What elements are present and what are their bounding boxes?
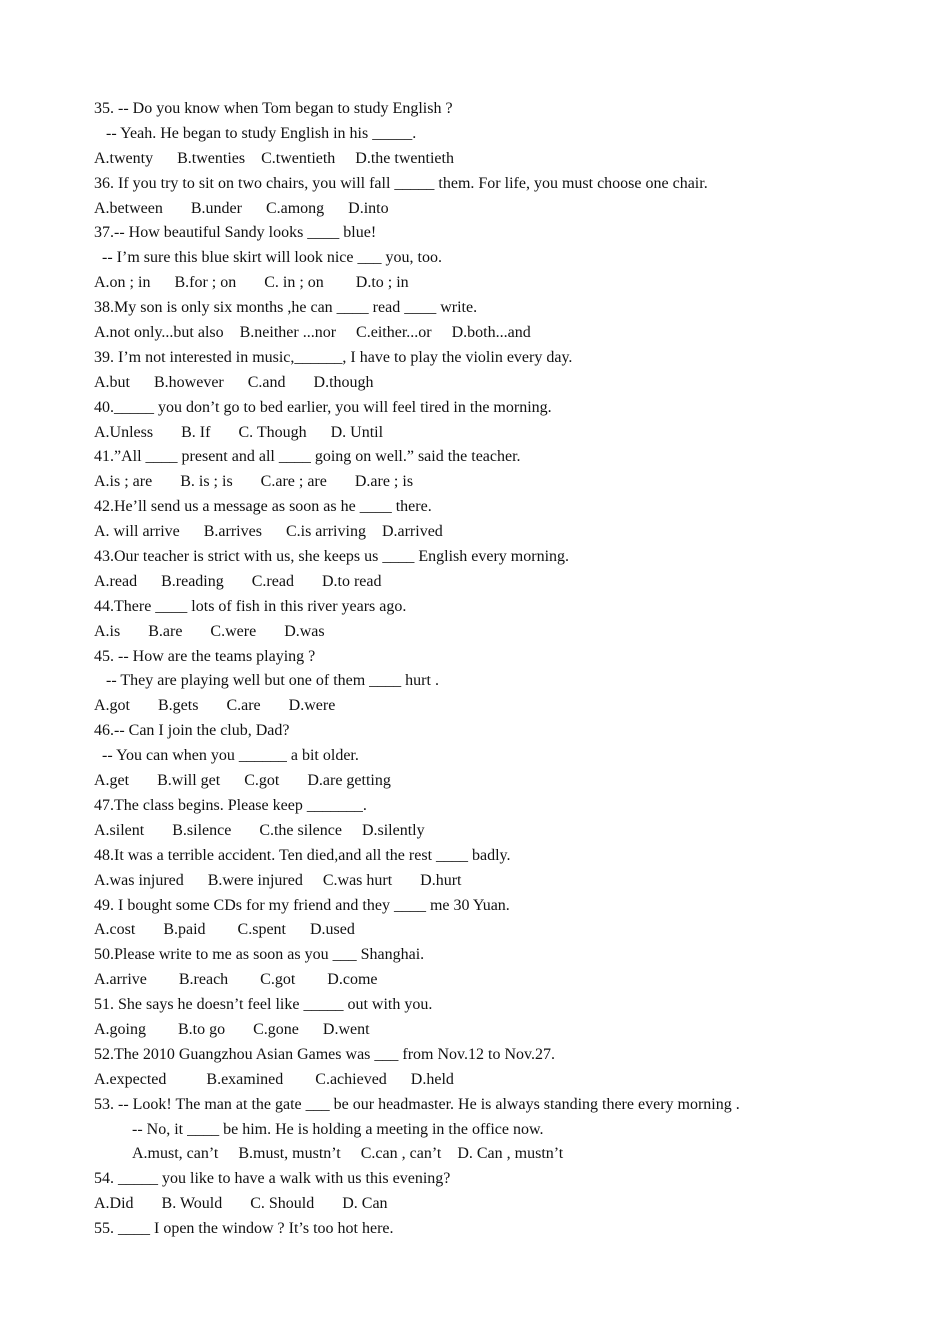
question-51-options: A.going B.to go C.gone D.went [94, 1020, 370, 1038]
question-51-stem: 51. She says he doesn’t feel like _____ out with you. [94, 996, 433, 1014]
question-35-options: A.twenty B.twenties C.twentieth D.the twentieth [94, 149, 454, 167]
question-44-options: A.is B.are C.were D.was [94, 622, 325, 640]
question-46-options: A.get B.will get C.got D.are getting [94, 772, 391, 790]
question-45-reply: -- They are playing well but one of them ____ hurt . [106, 672, 439, 690]
question-53-options: A.must, can’t B.must, mustn’t C.can , can’t D. Can , mustn’t [132, 1145, 564, 1163]
question-44-stem: 44.There ____ lots of fish in this river years ago. [94, 597, 407, 615]
question-39-stem: 39. I’m not interested in music,______, I have to play the violin every day. [94, 348, 573, 366]
question-50-options: A.arrive B.reach C.got D.come [94, 971, 378, 989]
question-35-reply: -- Yeah. He began to study English in his _____. [106, 124, 417, 142]
question-45-options: A.got B.gets C.are D.were [94, 697, 336, 715]
question-54-options: A.Did B. Would C. Should D. Can [94, 1195, 388, 1213]
question-47-options: A.silent B.silence C.the silence D.silently [94, 821, 425, 839]
question-48-options: A.was injured B.were injured C.was hurt D.hurt [94, 871, 462, 889]
question-40-options: A.Unless B. If C. Though D. Until [94, 423, 384, 441]
question-55-stem: 55. ____ I open the window ? It’s too hot here. [94, 1220, 394, 1238]
question-35-stem: 35. -- Do you know when Tom began to study English ? [94, 100, 453, 117]
question-41-options: A.is ; are B. is ; is C.are ; are D.are ; is [94, 473, 414, 491]
question-36-stem: 36. If you try to sit on two chairs, you will fall _____ them. For life, you must choose one chair. [94, 174, 708, 192]
question-52-options: A.expected B.examined C.achieved D.held [94, 1070, 454, 1088]
question-46-stem: 46.-- Can I join the club, Dad? [94, 722, 290, 740]
question-41-stem: 41.”All ____ present and all ____ going on well.” said the teacher. [94, 448, 521, 466]
question-36-options: A.between B.under C.among D.into [94, 199, 389, 217]
question-38-stem: 38.My son is only six months ,he can ____ read ____ write. [94, 299, 478, 317]
exam-page [94, 97, 914, 1242]
question-47-stem: 47.The class begins. Please keep _______. [94, 796, 367, 814]
question-52-stem: 52.The 2010 Guangzhou Asian Games was ___ from Nov.12 to Nov.27. [94, 1045, 555, 1063]
question-39-options: A.but B.however C.and D.though [94, 373, 374, 391]
question-43-options: A.read B.reading C.read D.to read [94, 572, 382, 590]
question-38-options: A.not only...but also B.neither ...nor C.either...or D.both...and [94, 324, 531, 342]
question-54-stem: 54. _____ you like to have a walk with us this evening? [94, 1170, 451, 1188]
question-53-stem: 53. -- Look! The man at the gate ___ be our headmaster. He is always standing there every morning . [94, 1095, 740, 1113]
question-53-reply: -- No, it ____ be him. He is holding a meeting in the office now. [132, 1120, 544, 1138]
question-43-stem: 43.Our teacher is strict with us, she keeps us ____ English every morning. [94, 548, 570, 566]
question-42-stem: 42.He’ll send us a message as soon as he ____ there. [94, 498, 432, 516]
question-49-stem: 49. I bought some CDs for my friend and they ____ me 30 Yuan. [94, 896, 510, 914]
question-45-stem: 45. -- How are the teams playing ? [94, 647, 316, 665]
question-37-reply: -- I’m sure this blue skirt will look nice ___ you, too. [102, 249, 442, 267]
question-49-options: A.cost B.paid C.spent D.used [94, 921, 355, 939]
question-50-stem: 50.Please write to me as soon as you ___ Shanghai. [94, 946, 425, 964]
question-37-stem: 37.-- How beautiful Sandy looks ____ blue! [94, 224, 377, 242]
question-40-stem: 40._____ you don’t go to bed earlier, you will feel tired in the morning. [94, 398, 552, 416]
question-42-options: A. will arrive B.arrives C.is arriving D.arrived [94, 523, 443, 541]
question-37-options: A.on ; in B.for ; on C. in ; on D.to ; in [94, 274, 409, 292]
question-48-stem: 48.It was a terrible accident. Ten died,and all the rest ____ badly. [94, 846, 511, 864]
question-46-reply: -- You can when you ______ a bit older. [102, 747, 359, 765]
